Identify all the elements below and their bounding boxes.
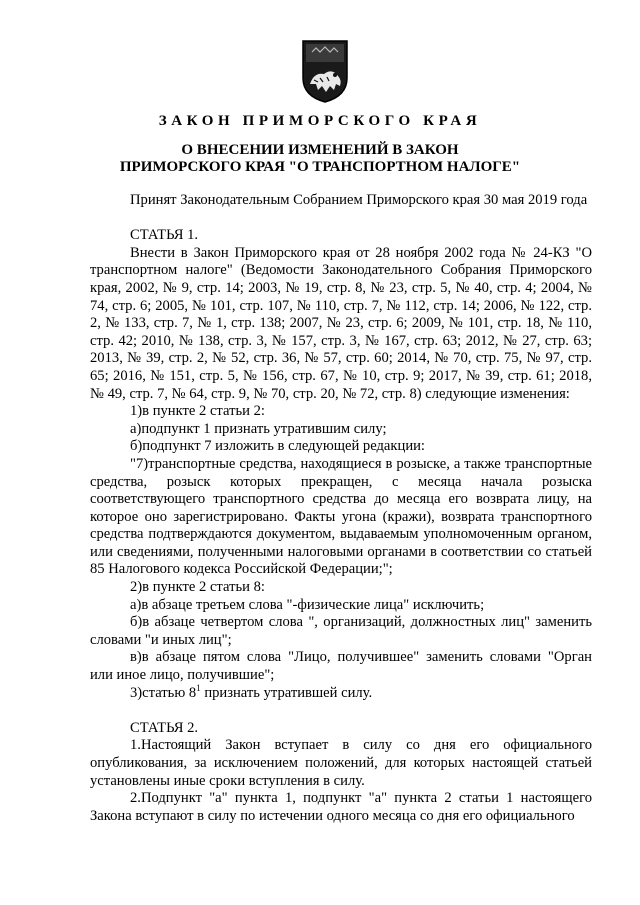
law-title: ЗАКОН ПРИМОРСКОГО КРАЯ [158, 113, 482, 129]
article-1-item-2a: а)в абзаце третьем слова "-физические лица" исключить; [130, 596, 485, 613]
article-1-item-1: 1)в пункте 2 статьи 2: [130, 403, 265, 420]
primorsky-krai-coat-of-arms-icon [300, 38, 350, 104]
article-1-item-1a: а)подпункт 1 признать утратившим силу; [130, 420, 387, 437]
article-1-item-1b: б)подпункт 7 изложить в следующей редакции: [130, 438, 425, 455]
article-1-item-2c: в)в абзаце пятом слова "Лицо, получившее" заменить словами "Орган или иное лицо, получившие"; [90, 649, 592, 684]
item-3-text-after: признать утратившей силу. [200, 684, 373, 701]
law-subtitle [0, 142, 640, 176]
article-1-item-2b: б)в абзаце четвертом слова ", организаций, должностных лиц" заменить словами "и иных лиц"; [90, 614, 592, 648]
adoption-note: Принят Законодательным Собранием Приморского края 30 мая 2019 года [130, 192, 588, 208]
item-3-superscript: 1 [196, 682, 201, 693]
subtitle-line-2: ПРИМОРСКОГО КРАЯ "О ТРАНСПОРТНОМ НАЛОГЕ" [119, 159, 521, 175]
article-1-heading: СТАТЬЯ 1. [130, 227, 199, 244]
article-2-paragraph-1: 1.Настоящий Закон вступает в силу со дня его официального опубликования, за исключением положений, для которых настоящей статьей установлены иные сроки вступления в силу. [90, 737, 592, 789]
article-2-heading: СТАТЬЯ 2. [130, 719, 199, 736]
law-body [90, 192, 592, 825]
article-1-intro: Внести в Закон Приморского края от 28 ноября 2002 года № 24-КЗ "О транспортном налоге" (Ведомости Законодательного Собрания Приморского края, 2002, № 9, стр. 14; 2003, № 19, стр. 8, № 23, стр. 5, № 40, стр. 4; 2004, № 74, стр. 6; 2005, № 101, стр. 107, № 110, стр. 7, № 112, стр. 14; 2006, № 122, стр. 2, № 133, стр. 7, № 1, стр. 138; 2007, № 23, стр. 6; 2009, № 101, стр. 18, № 110, стр. 42; 2010, № 138, стр. 3, № 157, стр. 3, № 167, стр. 63; 2012, № 27, стр. 63; 2013, № 39, стр. 2, № 52, стр. 36, № 57, стр. 60; 2014, № 70, стр. 75, № 97, стр. 65; 2016, № 151, стр. 5, № 156, стр. 67, № 10, стр. 9; 2017, № 39, стр. 61; 2018, № 49, стр. 7, № 64, стр. 9, № 70, стр. 20, № 72, стр. 8) следующие изменения: [90, 244, 592, 402]
article-1-item-3 [90, 682, 592, 703]
article-1-item-2: 2)в пункте 2 статьи 8: [130, 579, 265, 596]
item-3-text-before: 3)статью 8 [130, 684, 197, 701]
article-1-item-1b-text: "7)транспортные средства, находящиеся в розыске, а также транспортные средства, розыск которых прекращен, с месяца начала розыска соответствующего транспортного средства до месяца его возврата лицу, на которое оно зарегистрировано. Факты угона (кражи), возврата транспортного средства подтверждаются документом, выдаваемым уполномоченным органом, или сведениями, полученными налоговыми органами в соответствии со статьей 85 Налогового кодекса Российской Федерации;"; [90, 455, 592, 578]
subtitle-line-1: О ВНЕСЕНИИ ИЗМЕНЕНИЙ В ЗАКОН [181, 142, 459, 158]
article-2-paragraph-2: 2.Подпункт "а" пункта 1, подпункт "а" пункта 2 статьи 1 настоящего Закона вступают в силу по истечении одного месяца со дня его официального [90, 790, 592, 824]
